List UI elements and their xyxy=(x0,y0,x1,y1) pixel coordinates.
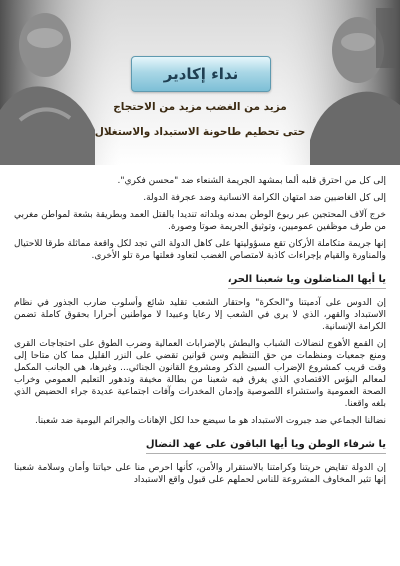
paragraph: خرج آلاف المحتجين عبر ربوع الوطن بمدنه وبلداته تنديدا بالقتل العمد وبطريقة بشعة لمواطن مغربي من طرف موظفين عموميين، وتوثيق الجريمة صوتا وصورة. xyxy=(14,210,386,232)
title-banner xyxy=(131,56,271,92)
article-body xyxy=(14,175,386,491)
paragraph: إلى كل الغاضبين ضد امتهان الكرامة الانسانية وضد عجرفة الدولة. xyxy=(143,193,386,203)
section-heading: يا شرفاء الوطن ويا أيها الباقون على عهد النضال xyxy=(146,437,386,454)
subtitle-line-2: حتى تحطيم طاحونة الاستبداد والاستغلال xyxy=(94,126,306,138)
portrait-right-image xyxy=(280,0,400,165)
section-heading: يا أيها المناضلون ويا شعبنا الحر، xyxy=(228,272,386,289)
paragraph: إن القمع الأهوج لنضالات الشباب والبطش بالإضرابات العمالية وضرب الطوق على احتجاجات القرى ومنع جمعيات ومنظمات من حق التنظيم وسن قوانين تقضي على النزر القليل مما كان متاحا إلى وقت قريب كمشروع الإضراب السيئ الذكر ومشروع القانون الجنائي... وغيرها، هي الجانب المكمل لمعالم البؤس الاقتصادي الذي يغرق فيه شعبنا من بطالة مخيفة وتدهور التعليم العمومي وخراب الصحة العمومية واستشراء اللصوصية وإدمان المخدرات وآفات اجتماعية عديدة جراء الحضيض الذي بلغه واقعنا. xyxy=(14,339,386,409)
subtitle-line-1: مزيد من الغضب مزيد من الاحتجاج xyxy=(113,101,287,113)
header-banner xyxy=(0,0,400,165)
paragraph: إنها جريمة متكاملة الأركان تقع مسؤوليتها على كاهل الدولة التي تجد لكل واقعة مماثلة طرقا للاحتيال والمناورة والقيام بإجراءات كاذبة لامتصاص الغضب لتعاود فعلتها مرة تلو الأخرى. xyxy=(14,239,386,261)
portrait-left-image xyxy=(0,0,120,165)
page-title: نداء إكادير xyxy=(163,65,239,83)
paragraph: إن الدولة تقايض حريتنا وكرامتنا بالاستقرار والأمن، كأنها احرص منا على حياتنا وأمان وسلامة شعبنا إنها تثير المخاوف المشروعة للناس لحملهم على قبول واقع الاستبداد xyxy=(14,463,386,485)
paragraph: نضالنا الجماعي ضد جبروت الاستبداد هو ما سيضع حدا لكل الإهانات والجرائم اليومية ضد شعبنا. xyxy=(34,416,386,426)
paragraph: إن الدوس على آدميتنا و"الحكرة" واحتقار الشعب تقليد شائع وأسلوب ضارب الجذور في نظام الاستبداد والقهر، الذي لا يرى في الشعب إلا رعايا وعبيدا لا مواطنين أحرارا بحقوق كاملة تضمن الكرامة الإنسانية. xyxy=(14,298,386,332)
paragraph: إلى كل من احترق قلبه ألما بمشهد الجريمة الشنعاء ضد "محسن فكري". xyxy=(117,176,386,186)
